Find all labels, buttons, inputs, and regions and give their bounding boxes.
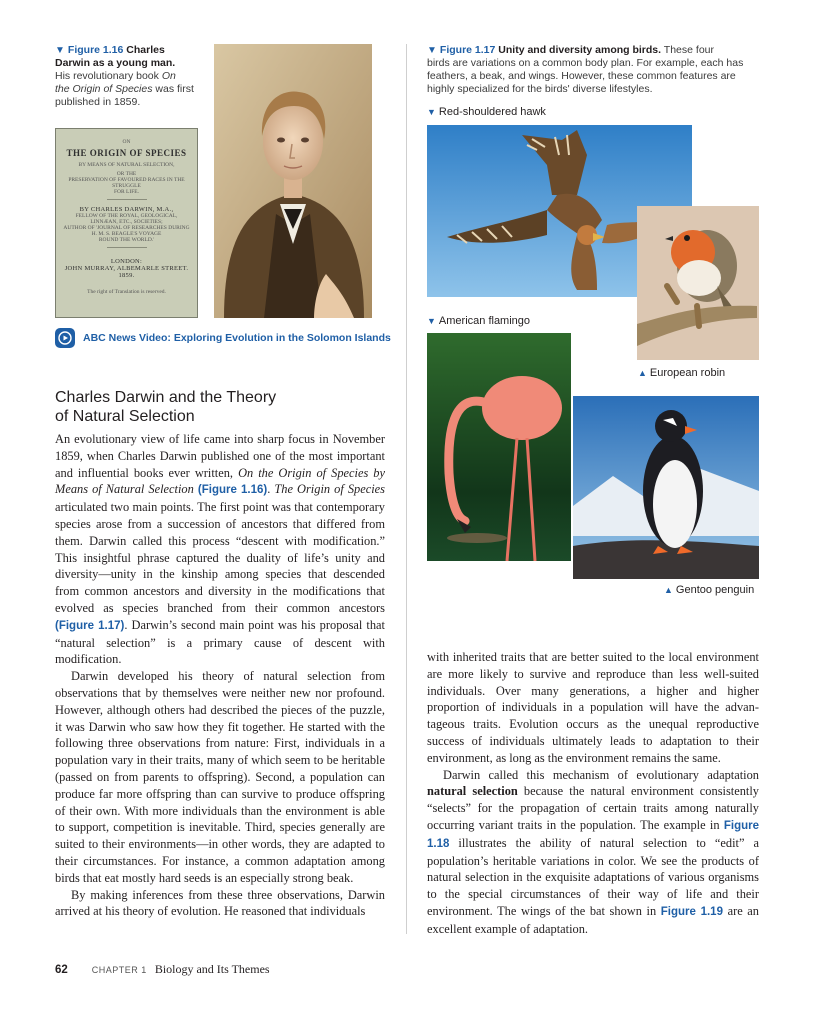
section-heading-line2: of Natural Selection <box>55 408 195 425</box>
figure-1-19-link[interactable]: Figure 1.19 <box>660 905 723 918</box>
caption-text: published in 1859. <box>55 96 141 108</box>
paragraph: with inherited traits that are better suited to the local environment are more likely to survive and reproduce than less well-suited individuals. Over many generations, a higher and higher proportion of individuals in a population will have the advantageous traits. Evolution occurs as the unequal reproductive success of individuals ultimately leads to adaptation to their environment, as long as the environment remains the same. <box>427 650 759 765</box>
key-term: natural selection <box>427 784 518 799</box>
text-run: illustrates the ability of natural selection to “edit” a population’s heritable variations in color. We see the products of natural selection in the exquisite adaptations of various organisms to the special circumstances of their way of life and their environment. The wings of the bat shown in <box>427 835 759 918</box>
triangle-down-icon: ▼ <box>427 45 437 56</box>
cover-preservation: PRESERVATION OF FAVOURED RACES IN THE STRUGGLE <box>68 177 185 189</box>
paragraph: By making inferences from these three observations, Darwin arrived at his theory of evolution. He reasoned that individuals <box>55 887 385 919</box>
page-number: 62 <box>55 964 68 976</box>
triangle-down-icon: ▼ <box>427 107 436 117</box>
video-play-glyph <box>58 331 72 345</box>
robin-label-text: European robin <box>649 367 726 379</box>
figure-1-17-caption <box>427 44 762 96</box>
flamingo-label <box>427 315 530 327</box>
cover-publisher: JOHN MURRAY, ALBEMARLE STREET. <box>64 265 189 272</box>
hawk-label <box>427 106 546 118</box>
book-title-italic: The Origin of Species <box>274 482 385 497</box>
caption-text: feathers, a beak, and wings. However, these common features are <box>427 70 736 82</box>
cover-year: 1859. <box>118 272 135 279</box>
hawk-label-text: Red-shouldered hawk <box>438 106 546 118</box>
cover-rights: The right of Translation is reserved. <box>87 289 166 295</box>
caption-italic: On <box>161 70 176 82</box>
figure-label: Figure 1.16 <box>67 44 124 56</box>
paragraph: Darwin developed his theory of natural selection from observations that by themselves were neither new nor profound. However, although others had described the pieces of the puzzle, it was Darwin who saw how they fit together. He started with the following three observations from nature: First, individuals in a population vary in their traits, many of which seem to be heritable (passed on from parents to offspring). Second, a population can produce far more offspring than can survive to produce offspring of their own. With more individuals than the environment is able to support, competition is inevitable. Third, species generally are suited to their environments—in other words, they are adapted to their circumstances. For instance, a common adaptation among birds that eat mostly hard seeds is an especially strong beak. <box>55 669 385 885</box>
page-footer <box>55 960 270 978</box>
cover-on: ON <box>122 139 131 145</box>
footer-chapter-group <box>92 960 270 978</box>
figure-1-18-link[interactable]: Figure 1.18 <box>427 819 759 850</box>
footer-chapter-title: Biology and Its Themes <box>154 962 270 976</box>
paragraph <box>427 767 759 938</box>
cover-or-the: OR THE <box>116 171 137 177</box>
video-link-text[interactable]: ABC News Video: Exploring Evolution in the Solomon Islands <box>83 332 391 344</box>
robin-label <box>638 367 725 379</box>
footer-chapter: CHAPTER 1 <box>91 965 147 975</box>
section-heading <box>55 388 395 426</box>
cover-author-detail: AUTHOR OF 'JOURNAL OF RESEARCHES DURING H. M. S. BEAGLE'S VOYAGE <box>63 225 190 237</box>
text-run: . <box>267 482 275 497</box>
caption-text: birds are variations on a common body plan. For example, each has <box>427 57 744 69</box>
text-run: . Darwin’s second main point was his proposal that “natural selection” is a primary cause of descent with modification. <box>55 617 385 667</box>
cover-rule <box>107 199 147 200</box>
cover-rule <box>107 247 147 248</box>
cover-author: BY CHARLES DARWIN, M.A., <box>79 206 174 213</box>
caption-text: highly specialized for the birds' diverse lifestyles. <box>427 83 653 95</box>
caption-text: was first <box>155 83 194 95</box>
penguin-photo <box>573 396 759 579</box>
triangle-down-icon: ▼ <box>427 316 436 326</box>
figure-1-16-caption <box>55 44 205 109</box>
penguin-label-text: Gentoo penguin <box>675 584 755 596</box>
triangle-up-icon: ▲ <box>638 368 647 378</box>
text-run: articulated two main points. The first point was that contemporary species arose from a succession of ancestors that differed from them. Darwin called this process “descent with modification.” This insightful phrase captured the duality of life’s unity and diversity—unity in the kinship among species that descended from common ancestors and diversity in the modifications that evolved as species branched from their common ancestors <box>55 500 385 615</box>
book-title-italic: On the Origin of Species by Means of Natural Selection <box>55 465 385 497</box>
cover-title: THE ORIGIN OF SPECIES <box>66 148 187 158</box>
cover-subtitle: BY MEANS OF NATURAL SELECTION, <box>78 162 175 168</box>
cover-for-life: FOR LIFE. <box>113 189 140 195</box>
figure-title: Charles <box>126 44 165 56</box>
text-run: Darwin called this mechanism of evolutionary adaptation <box>443 767 759 782</box>
cover-author-detail: ROUND THE WORLD.' <box>98 237 155 243</box>
text-run: An evolutionary view of life came into sharp focus in November 1859, when Charles Darwin published one of the most important and influential books ever written, <box>55 432 385 480</box>
cover-city: LONDON: <box>110 258 143 265</box>
robin-photo <box>637 206 759 360</box>
triangle-down-icon: ▼ <box>55 45 65 56</box>
video-play-icon[interactable] <box>55 328 75 348</box>
penguin-label <box>664 584 754 596</box>
paragraph <box>55 431 385 668</box>
triangle-up-icon: ▲ <box>664 585 673 595</box>
figure-label: Figure 1.17 <box>439 44 496 56</box>
figure-title: Unity and diversity among birds. <box>498 44 662 56</box>
flamingo-label-text: American flamingo <box>438 315 531 327</box>
darwin-portrait-photo <box>214 44 372 318</box>
caption-text: These four <box>663 44 714 56</box>
figure-1-16-link[interactable]: (Figure 1.16) <box>197 484 268 497</box>
section-heading-line1: Charles Darwin and the Theory <box>55 389 277 406</box>
left-column-text <box>55 431 385 920</box>
right-column-text <box>427 649 759 938</box>
figure-1-17-link[interactable]: (Figure 1.17) <box>55 619 125 632</box>
figure-title-cont: Darwin as a young man. <box>55 57 176 69</box>
cover-author-detail: FELLOW OF THE ROYAL, GEOLOGICAL, LINNÆAN, ETC., SOCIETIES; <box>75 213 178 225</box>
origin-of-species-title-page <box>55 128 198 318</box>
flamingo-photo <box>427 333 571 561</box>
text-run: are an excellent example of adaptation. <box>427 903 760 936</box>
column-divider <box>406 44 407 934</box>
video-link-row[interactable] <box>55 328 391 348</box>
text-run: because the natural environment consistently “selects” for the propagation of certain traits among naturally occurring variant traits in the population. The example in <box>427 784 759 832</box>
caption-italic: the Origin of Species <box>55 83 153 95</box>
caption-text: His revolutionary book <box>55 70 159 82</box>
